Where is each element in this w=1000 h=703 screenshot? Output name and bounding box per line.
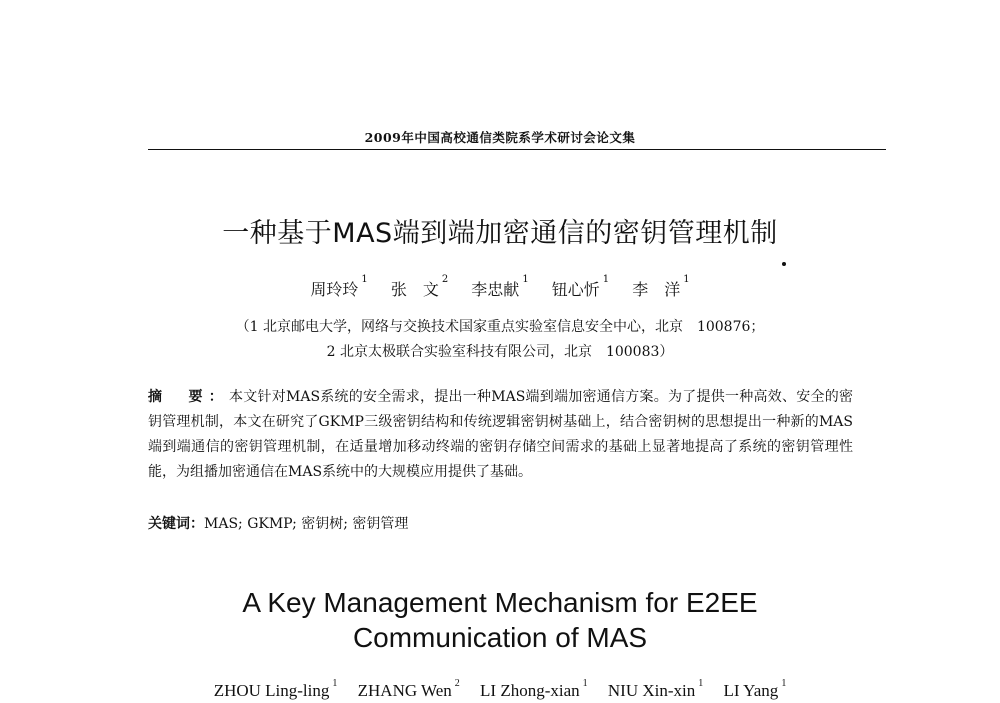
title-en-line1: A Key Management Mechanism for E2EE (242, 587, 758, 618)
author-en (480, 678, 588, 700)
abstract-label: 摘 要： (148, 389, 229, 405)
abstract (148, 385, 853, 485)
author-cn (551, 274, 610, 299)
author-en (213, 678, 338, 700)
author-en (723, 678, 787, 700)
affiliation-mark: 2 (454, 678, 460, 689)
author-list-en (0, 678, 1000, 701)
author-en (357, 678, 460, 700)
author-name: LI Yang (723, 681, 779, 700)
author-name: 周玲玲 (310, 280, 359, 299)
author-cn (310, 274, 368, 299)
keywords-label: 关键词： (148, 516, 204, 532)
affiliation-mark: 2 (441, 274, 449, 285)
affiliation-1: （1 北京邮电大学，网络与交换技术国家重点实验室信息安全中心，北京 100876； (235, 319, 765, 335)
affiliation-2: 2 北京太极联合实验室科技有限公司，北京 100083） (326, 344, 674, 360)
affiliation-mark: 1 (683, 274, 690, 285)
author-cn (471, 274, 529, 299)
author-name: 李 洋 (632, 280, 681, 299)
header-rule (148, 149, 886, 150)
affiliation-mark: 1 (582, 678, 588, 689)
paper-title-en (0, 585, 1000, 655)
affiliation-mark: 1 (602, 274, 610, 285)
author-name: 钮心忻 (551, 280, 600, 299)
author-cn (390, 274, 449, 299)
affiliation-mark: 1 (361, 274, 368, 285)
author-name: ZHOU Ling-ling (213, 681, 330, 700)
author-name: 张 文 (390, 280, 439, 299)
author-name: ZHANG Wen (357, 681, 452, 700)
author-name: LI Zhong-xian (480, 681, 580, 700)
affiliation-mark: 1 (332, 678, 338, 689)
author-cn (632, 274, 690, 299)
abstract-text: 本文针对MAS系统的安全需求，提出一种MAS端到端加密通信方案。为了提供一种高效、安全的密钥管理机制，本文在研究了GKMP三级密钥结构和传统逻辑密钥树基础上，结合密钥树的思想提出一种新的MAS端到端通信的密钥管理机制，在适量增加移动终端的密钥存储空间需求的基础上显著地提高了系统的密钥管理性能，为组播加密通信在MAS系统中的大规模应用提供了基础。 (148, 389, 853, 480)
affiliation-mark: 1 (781, 678, 787, 689)
keywords (148, 513, 853, 535)
running-head: 2009年中国高校通信类院系学术研讨会论文集 (364, 130, 636, 145)
author-name: NIU Xin-xin (607, 681, 696, 700)
stray-dot (782, 262, 786, 266)
affiliation-mark: 1 (698, 678, 704, 689)
author-name: 李忠献 (471, 280, 520, 299)
affiliation-mark: 1 (522, 274, 529, 285)
author-en (607, 678, 704, 700)
keywords-text: MAS; GKMP; 密钥树; 密钥管理 (204, 516, 409, 532)
paper-title-cn: 一种基于MAS端到端加密通信的密钥管理机制 (222, 218, 778, 249)
author-list-cn (0, 274, 1000, 300)
title-en-line2: Communication of MAS (352, 622, 648, 653)
